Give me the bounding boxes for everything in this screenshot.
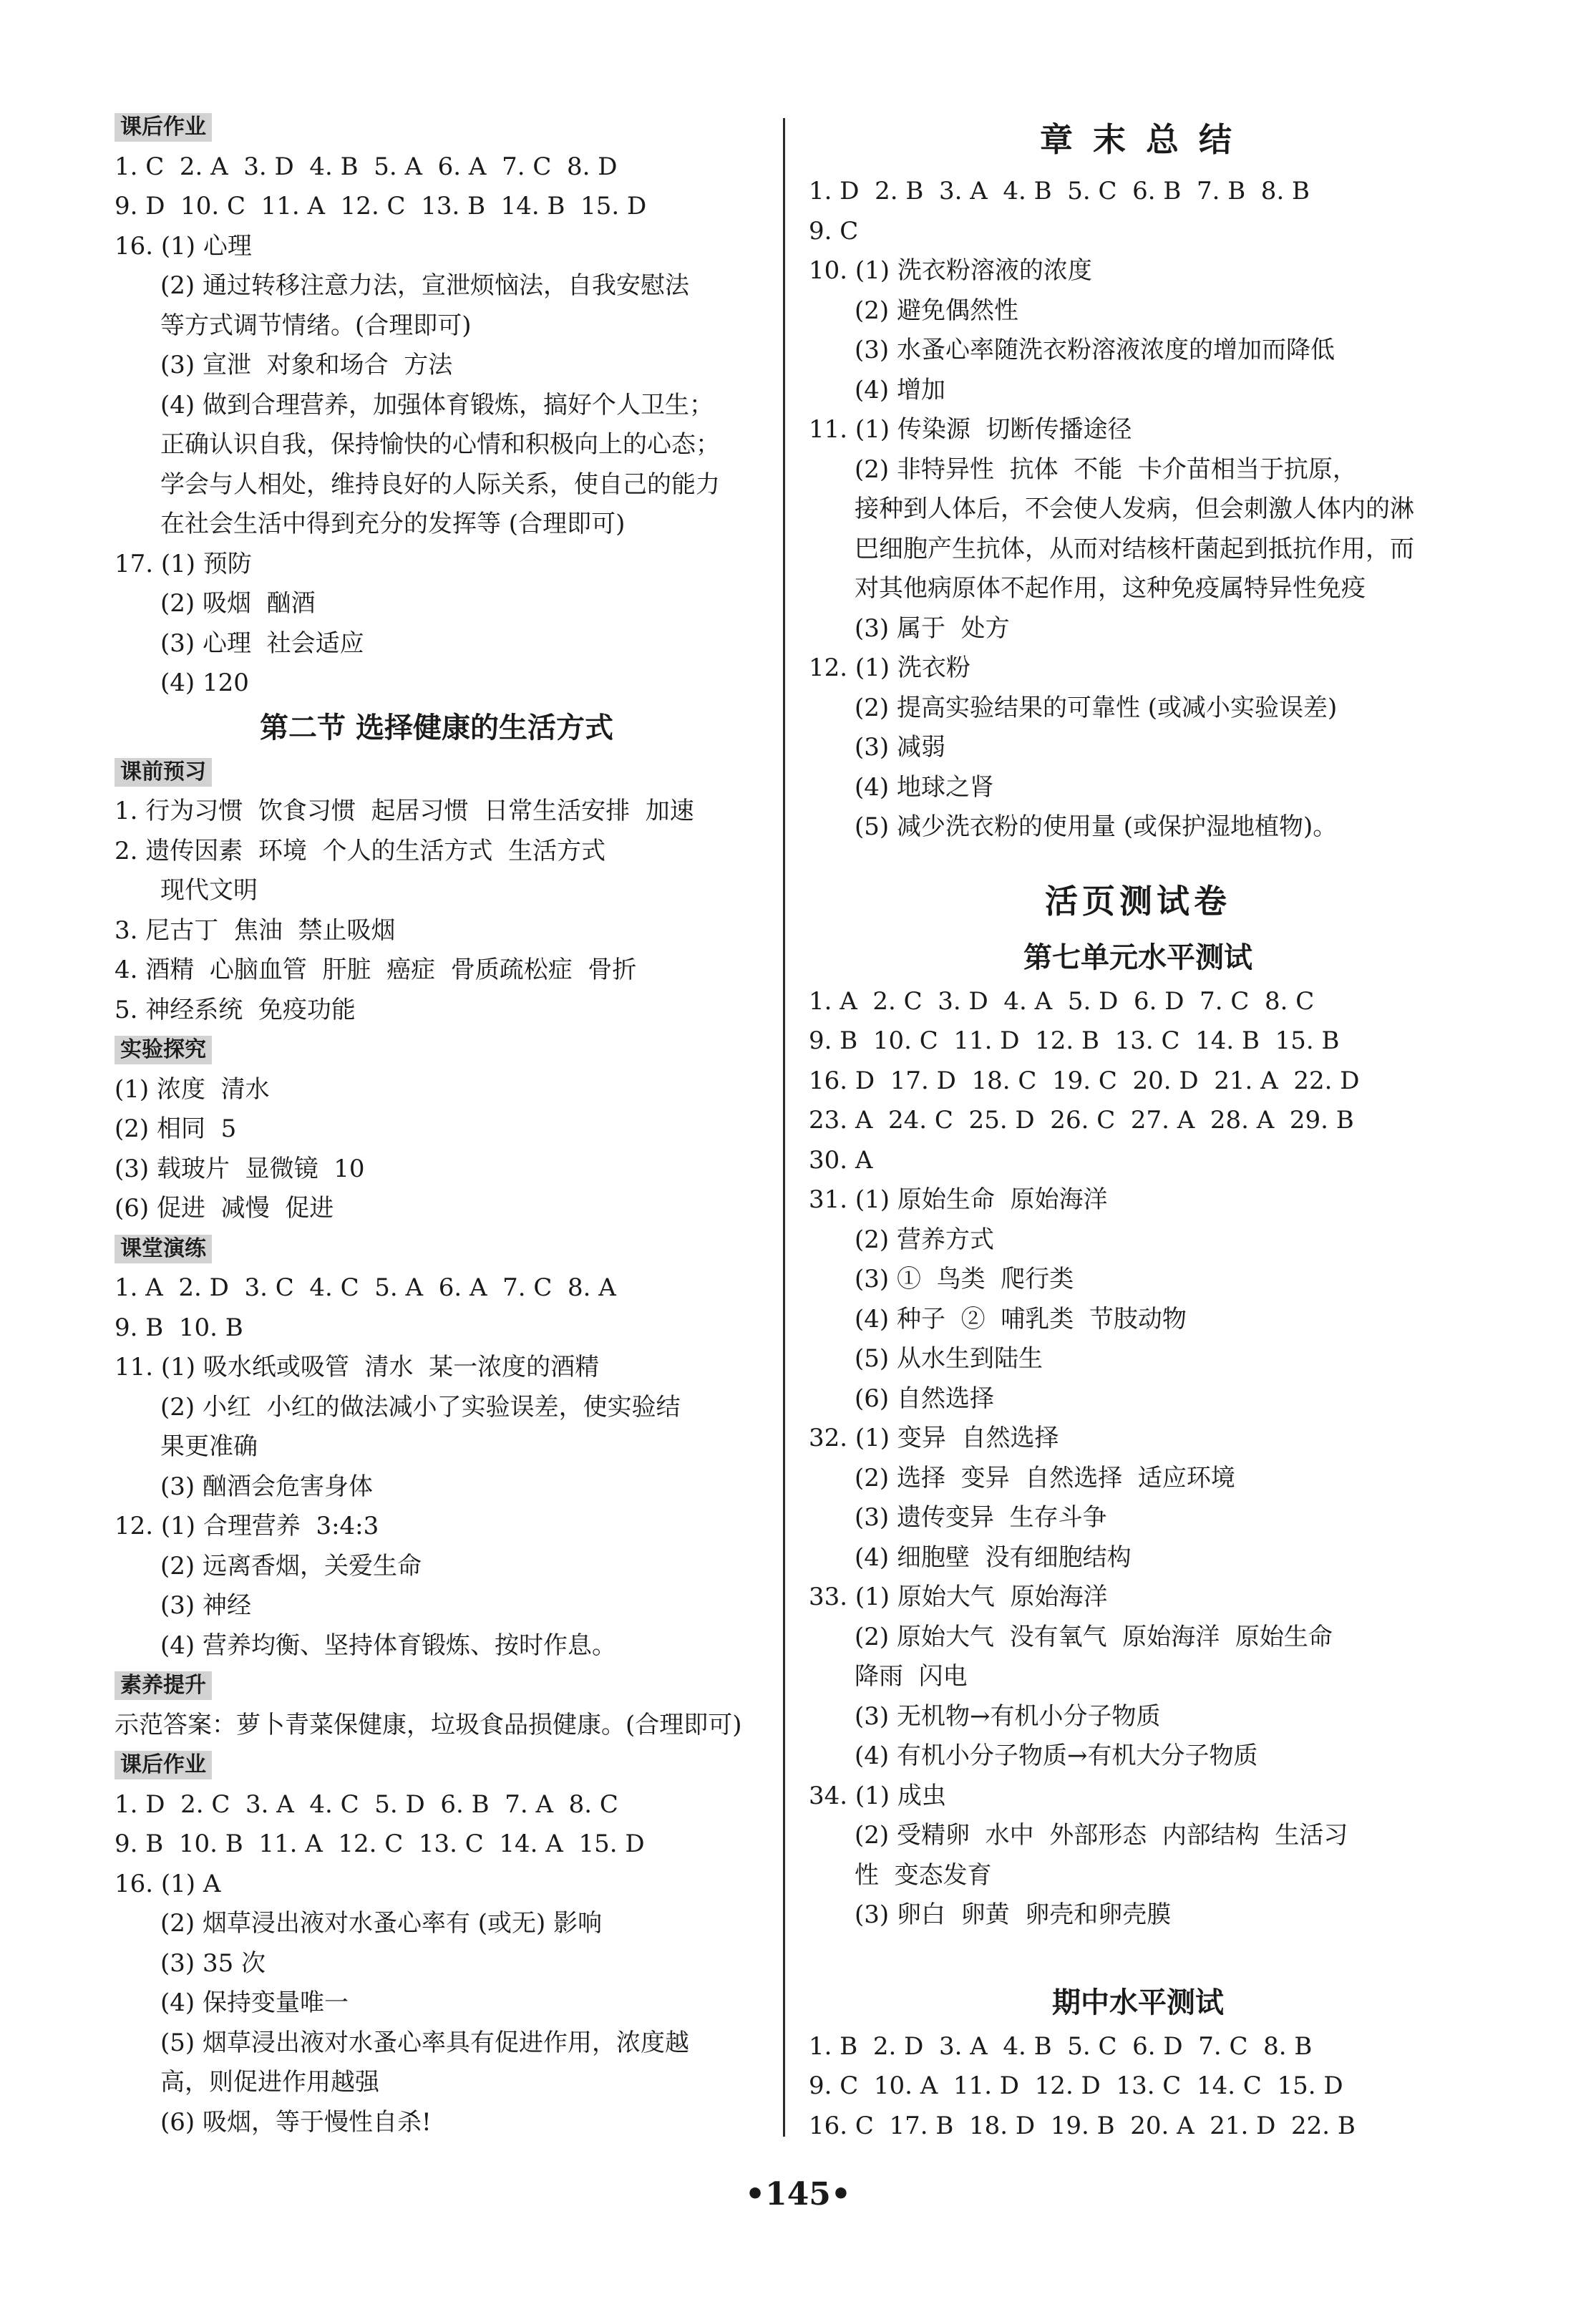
answer-line: 9. B 10. B 11. A 12. C 13. C 14. A 15. D xyxy=(115,1830,645,1858)
answer-line: (2) 吸烟 酗酒 xyxy=(160,589,316,618)
section-label: 课后作业 xyxy=(115,1751,212,1779)
answer-line: 4. 酒精 心脑血管 肝脏 癌症 骨质疏松症 骨折 xyxy=(115,956,637,984)
answer-line: (6) 促进 减慢 促进 xyxy=(115,1194,334,1223)
answer-line: (4) 做到合理营养，加强体育锻炼，搞好个人卫生； xyxy=(160,390,714,419)
answer-line: (2) 非特异性 抗体 不能 卡介苗相当于抗原， xyxy=(855,455,1357,484)
answer-line: 10. (1) 洗衣粉溶液的浓度 xyxy=(809,256,1092,285)
answer-line: (3) 属于 处方 xyxy=(855,613,1010,643)
answer-line: 17. (1) 预防 xyxy=(115,549,252,578)
answer-line: (5) 烟草浸出液对水蚤心率具有促进作用，浓度越 xyxy=(160,2028,689,2057)
answer-line: 1. B 2. D 3. A 4. B 5. C 6. D 7. C 8. B xyxy=(809,2031,1313,2061)
answer-line: 9. C 10. A 11. D 12. D 13. C 14. C 15. D xyxy=(809,2071,1343,2100)
answer-line: (2) 原始大气 没有氧气 原始海洋 原始生命 xyxy=(855,1622,1333,1651)
page-number: •145• xyxy=(744,2176,852,2213)
answer-line: (2) 通过转移注意力法，宣泄烦恼法，自我安慰法 xyxy=(160,271,689,300)
answer-line: 32. (1) 变异 自然选择 xyxy=(809,1424,1059,1452)
answer-line: 果更准确 xyxy=(160,1432,258,1461)
answer-line: (3) 心理 社会适应 xyxy=(160,628,364,658)
answer-line: (2) 营养方式 xyxy=(855,1225,994,1254)
answer-line: (5) 从水生到陆生 xyxy=(855,1344,1043,1373)
section-label: 素养提升 xyxy=(115,1671,212,1700)
answer-line: 9. D 10. C 11. A 12. C 13. B 14. B 15. D xyxy=(115,192,647,220)
answer-line: (4) 保持变量唯一 xyxy=(160,1988,349,2017)
answer-line: (3) 载玻片 显微镜 10 xyxy=(115,1154,365,1183)
answer-line: 1. A 2. C 3. D 4. A 5. D 6. D 7. C 8. C xyxy=(809,986,1315,1016)
answer-line: (6) 自然选择 xyxy=(855,1384,994,1413)
answer-line: 1. C 2. A 3. D 4. B 5. A 6. A 7. C 8. D xyxy=(115,152,618,181)
answer-line: (3) 水蚤心率随洗衣粉溶液浓度的增加而降低 xyxy=(855,336,1335,364)
answer-line: 2. 遗传因素 环境 个人的生活方式 生活方式 xyxy=(115,836,606,865)
chapter-summary-title: 章 末 总 结 xyxy=(1039,120,1237,159)
answer-line: 正确认识自我，保持愉快的心情和积极向上的心态； xyxy=(160,430,720,459)
answer-line: (3) 无机物→有机小分子物质 xyxy=(855,1701,1161,1731)
answer-line: (3) ① 鸟类 爬行类 xyxy=(855,1265,1074,1293)
answer-line: (4) 种子 ② 哺乳类 节肢动物 xyxy=(855,1304,1187,1334)
midterm-test-title: 期中水平测试 xyxy=(1052,1986,1224,2019)
answer-line: 31. (1) 原始生命 原始海洋 xyxy=(809,1185,1108,1214)
answer-line: 16. (1) 心理 xyxy=(115,231,252,261)
answer-line: 11. (1) 吸水纸或吸管 清水 某一浓度的酒精 xyxy=(115,1353,600,1381)
answer-line: (4) 120 xyxy=(160,669,249,697)
answer-line: (6) 吸烟，等于慢性自杀! xyxy=(160,2107,432,2137)
answer-line: 9. B 10. C 11. D 12. B 13. C 14. B 15. B xyxy=(809,1026,1340,1055)
answer-line: 33. (1) 原始大气 原始海洋 xyxy=(809,1583,1108,1611)
answer-line: 12. (1) 合理营养 3:4:3 xyxy=(115,1512,379,1540)
answer-line: (3) 神经 xyxy=(160,1591,251,1620)
answer-line: 5. 神经系统 免疫功能 xyxy=(115,995,356,1024)
answer-line: (5) 减少洗衣粉的使用量 (或保护湿地植物)。 xyxy=(855,812,1338,841)
right-column xyxy=(809,107,1467,2146)
answer-line: 30. A xyxy=(809,1145,873,1175)
answer-line: 1. D 2. C 3. A 4. C 5. D 6. B 7. A 8. C xyxy=(115,1789,618,1819)
answer-line: 示范答案：萝卜青菜保健康，垃圾食品损健康。(合理即可) xyxy=(115,1710,742,1739)
answer-line: 9. C xyxy=(809,216,859,246)
answer-line: (4) 有机小分子物质→有机大分子物质 xyxy=(855,1742,1258,1770)
answer-line: 23. A 24. C 25. D 26. C 27. A 28. A 29. B xyxy=(809,1106,1354,1135)
answer-line: (3) 35 次 xyxy=(160,1948,266,1978)
answer-line: 12. (1) 洗衣粉 xyxy=(809,654,970,682)
answer-line: 对其他病原体不起作用，这种免疫属特异性免疫 xyxy=(855,574,1366,603)
answer-line: (2) 远离香烟，关爱生命 xyxy=(160,1551,422,1580)
answer-line: 学会与人相处，维持良好的人际关系，使自己的能力 xyxy=(160,470,720,499)
answer-line: (2) 烟草浸出液对水蚤心率有 (或无) 影响 xyxy=(160,1909,603,1938)
answer-line: 高，则促进作用越强 xyxy=(160,2068,379,2097)
answer-line: (4) 地球之肾 xyxy=(855,772,994,802)
answer-line: (2) 受精卵 水中 外部形态 内部结构 生活习 xyxy=(855,1821,1348,1850)
answer-line: 巴细胞产生抗体，从而对结核杆菌起到抵抗作用，而 xyxy=(855,534,1414,563)
left-column xyxy=(115,107,759,2142)
answer-line: (2) 提高实验结果的可靠性 (或减小实验误差) xyxy=(855,693,1338,722)
answer-line: (4) 增加 xyxy=(855,375,945,404)
answer-line: 接种到人体后，不会使人发病，但会刺激人体内的淋 xyxy=(855,495,1414,523)
answer-line: (3) 减弱 xyxy=(855,733,945,762)
answer-line: (3) 酗酒会危害身体 xyxy=(160,1472,373,1501)
answer-line: 1. D 2. B 3. A 4. B 5. C 6. B 7. B 8. B xyxy=(809,177,1310,205)
section-label: 课后作业 xyxy=(115,113,212,142)
section-label: 课前预习 xyxy=(115,758,212,787)
answer-line: 3. 尼古丁 焦油 禁止吸烟 xyxy=(115,915,396,945)
answer-line: 现代文明 xyxy=(160,876,258,905)
answer-line: 性 变态发育 xyxy=(855,1860,992,1890)
answer-line: (1) 浓度 清水 xyxy=(115,1074,270,1104)
answer-line: 11. (1) 传染源 切断传播途径 xyxy=(809,415,1132,444)
section-heading: 第二节 选择健康的生活方式 xyxy=(260,711,613,744)
column-divider xyxy=(783,118,785,2137)
answer-line: (2) 小红 小红的做法减小了实验误差，使实验结 xyxy=(160,1392,681,1422)
answer-line: (2) 避免偶然性 xyxy=(855,296,1018,325)
section-label: 实验探究 xyxy=(115,1036,212,1064)
section-label: 课堂演练 xyxy=(115,1235,212,1263)
unit-test-title: 第七单元水平测试 xyxy=(1023,941,1252,974)
answer-line: (4) 细胞壁 没有细胞结构 xyxy=(855,1543,1132,1572)
answer-line: (2) 选择 变异 自然选择 适应环境 xyxy=(855,1463,1235,1492)
answer-line: 在社会生活中得到充分的发挥等 (合理即可) xyxy=(160,510,626,538)
answer-line: 9. B 10. B xyxy=(115,1313,243,1342)
answer-line: 1. A 2. D 3. C 4. C 5. A 6. A 7. C 8. A xyxy=(115,1273,616,1302)
answer-line: 降雨 闪电 xyxy=(855,1662,968,1691)
answer-line: 16. C 17. B 18. D 19. B 20. A 21. D 22. B xyxy=(809,2111,1356,2140)
answer-line: (3) 卵白 卵黄 卵壳和卵壳膜 xyxy=(855,1900,1172,1929)
answer-line: 16. D 17. D 18. C 19. C 20. D 21. A 22. D xyxy=(809,1066,1360,1095)
answer-line: 1. 行为习惯 饮食习惯 起居习惯 日常生活安排 加速 xyxy=(115,797,694,825)
answer-line: 等方式调节情绪。(合理即可) xyxy=(160,311,472,340)
answer-line: (3) 宣泄 对象和场合 方法 xyxy=(160,351,453,379)
answer-line: (3) 遗传变异 生存斗争 xyxy=(855,1503,1107,1532)
test-papers-title: 活页测试卷 xyxy=(1045,881,1231,921)
answer-line: (4) 营养均衡、坚持体育锻炼、按时作息。 xyxy=(160,1631,616,1660)
answer-line: 34. (1) 成虫 xyxy=(809,1781,946,1810)
answer-line: (2) 相同 5 xyxy=(115,1114,237,1143)
answer-line: 16. (1) A xyxy=(115,1869,221,1898)
